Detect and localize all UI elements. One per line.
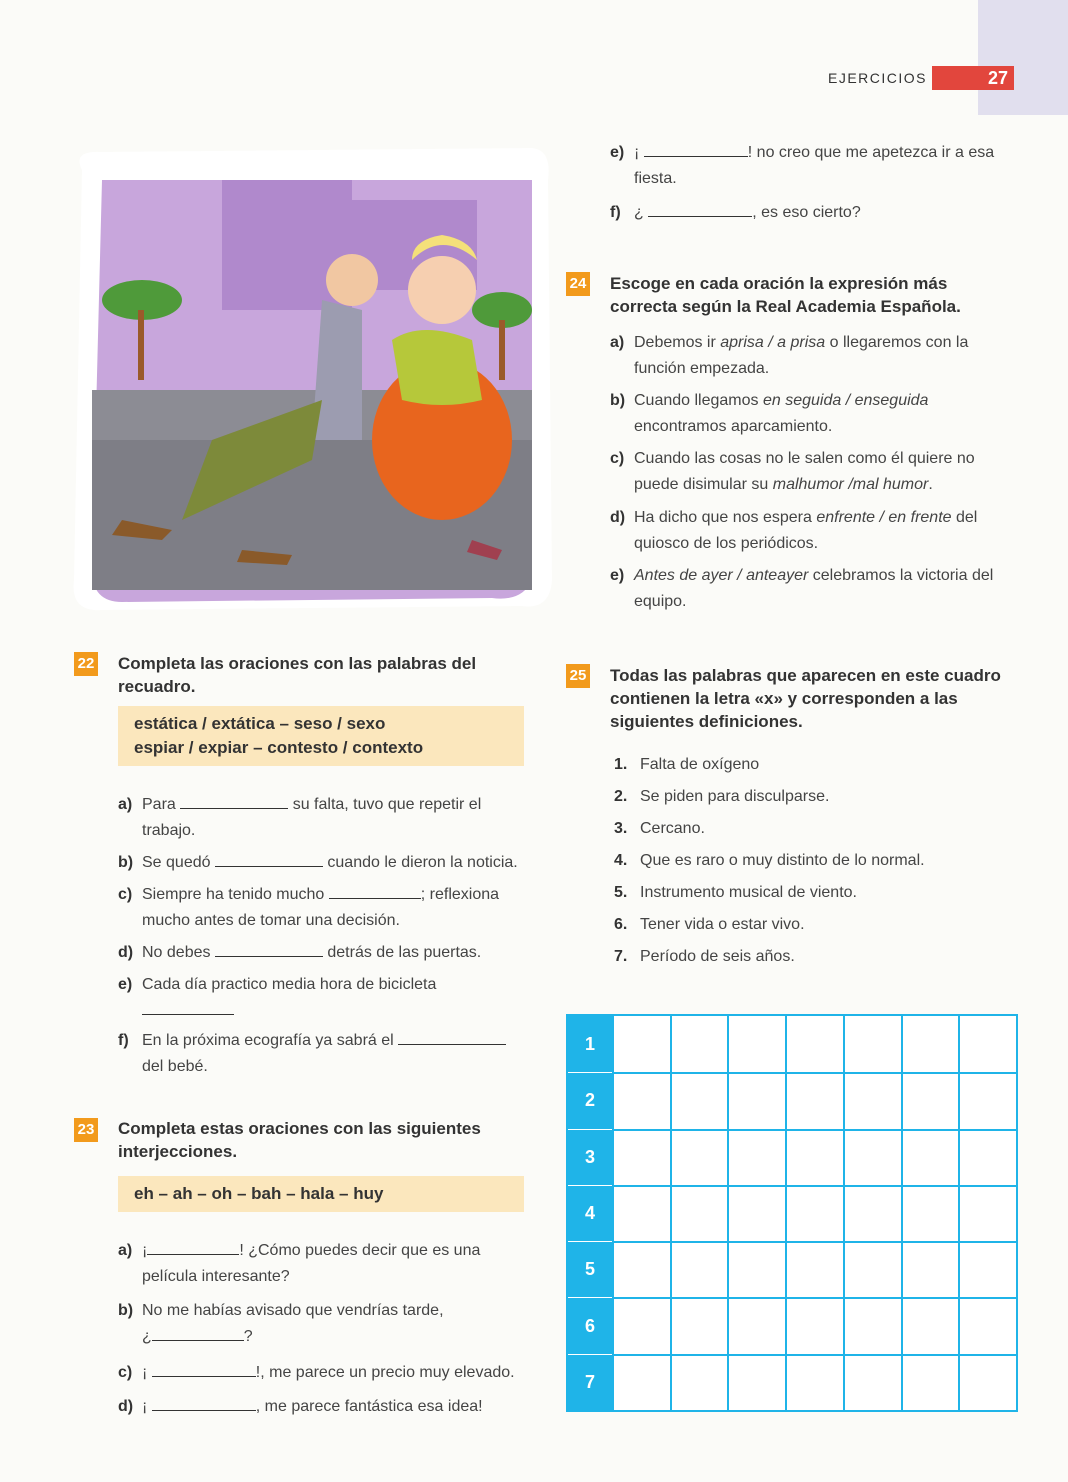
- grid-row-label: 4: [568, 1185, 612, 1241]
- grid-cell[interactable]: [901, 1241, 959, 1297]
- grid-cell[interactable]: [670, 1241, 728, 1297]
- grid-cell[interactable]: [901, 1129, 959, 1185]
- ex24-item-b: b) Cuando llegamos en seguida / enseguida encontramos aparcamiento.: [610, 392, 929, 435]
- answer-blank[interactable]: [398, 1031, 506, 1045]
- ex22-item-e: e) Cada día practico media hora de bicicleta: [118, 972, 538, 1024]
- ex24-item-e: e) Antes de ayer / anteayer celebramos la victoria del equipo.: [610, 567, 994, 610]
- grid-cell[interactable]: [901, 1354, 959, 1410]
- ex23-item-e: e) ¡ ! no creo que me apetezca ir a esa fiesta.: [610, 144, 995, 187]
- grid-cell[interactable]: [785, 1354, 843, 1410]
- grid-cell[interactable]: [670, 1185, 728, 1241]
- definition-5: 5. Instrumento musical de viento.: [614, 884, 857, 901]
- grid-row-label: 3: [568, 1129, 612, 1185]
- grid-cell[interactable]: [785, 1072, 843, 1128]
- exercise-23-wordbox: eh – ah – oh – bah – hala – huy: [118, 1176, 524, 1212]
- ex24-item-a: a) Debemos ir aprisa / a prisa o llegaremos con la función empezada.: [610, 334, 969, 377]
- grid-cell[interactable]: [958, 1016, 1016, 1072]
- exercise-22-title: Completa las oraciones con las palabras del recuadro.: [118, 654, 477, 696]
- grid-cell[interactable]: [670, 1354, 728, 1410]
- answer-blank[interactable]: [215, 853, 323, 867]
- answer-blank[interactable]: [152, 1363, 256, 1377]
- word-grid: [566, 1014, 1018, 1412]
- grid-cell[interactable]: [785, 1297, 843, 1353]
- definition-1: 1. Falta de oxígeno: [614, 756, 760, 773]
- grid-cell[interactable]: [727, 1354, 785, 1410]
- grid-cell[interactable]: [901, 1016, 959, 1072]
- exercise-23-badge: 23: [74, 1118, 98, 1142]
- grid-cell[interactable]: [785, 1241, 843, 1297]
- grid-cell[interactable]: [727, 1241, 785, 1297]
- exercise-25-badge: 25: [566, 664, 590, 688]
- grid-cell[interactable]: [901, 1297, 959, 1353]
- exercise-22-wordbox: estática / extática – seso / sexo espiar / expiar – contesto / contexto: [118, 706, 524, 766]
- grid-cell[interactable]: [727, 1185, 785, 1241]
- grid-cell[interactable]: [670, 1016, 728, 1072]
- grid-cell[interactable]: [727, 1297, 785, 1353]
- grid-cell[interactable]: [901, 1072, 959, 1128]
- grid-cell[interactable]: [785, 1129, 843, 1185]
- definition-6: 6. Tener vida o estar vivo.: [614, 916, 805, 933]
- grid-cell[interactable]: [727, 1129, 785, 1185]
- grid-cell[interactable]: [843, 1297, 901, 1353]
- ex22-item-c: c) Siempre ha tenido mucho ; reflexiona mucho antes de tomar una decisión.: [118, 886, 500, 929]
- ex22-item-d: d) No debes detrás de las puertas.: [118, 944, 482, 961]
- grid-cell[interactable]: [901, 1185, 959, 1241]
- ex22-item-a: a) Para su falta, tuvo que repetir el trabajo.: [118, 796, 482, 839]
- answer-blank[interactable]: [215, 943, 323, 957]
- answer-blank[interactable]: [152, 1327, 244, 1341]
- exercise-23-title: Completa estas oraciones con las siguientes interjecciones.: [118, 1119, 481, 1161]
- grid-cell[interactable]: [612, 1297, 670, 1353]
- ex22-item-b: b) Se quedó cuando le dieron la noticia.: [118, 854, 518, 871]
- grid-cell[interactable]: [785, 1016, 843, 1072]
- cartoon-illustration: [62, 140, 556, 614]
- definition-2: 2. Se piden para disculparse.: [614, 788, 830, 805]
- ex24-item-c: c) Cuando las cosas no le salen como él quiere no puede disimular su malhumor /mal humor.: [610, 450, 975, 493]
- grid-cell[interactable]: [785, 1185, 843, 1241]
- grid-cell[interactable]: [843, 1241, 901, 1297]
- exercise-24-badge: 24: [566, 272, 590, 296]
- answer-blank[interactable]: [152, 1397, 256, 1411]
- answer-blank[interactable]: [648, 203, 752, 217]
- grid-cell[interactable]: [612, 1016, 670, 1072]
- grid-cell[interactable]: [612, 1241, 670, 1297]
- grid-row-label: 1: [568, 1016, 612, 1072]
- ex23-item-c: c) ¡ !, me parece un precio muy elevado.: [118, 1364, 515, 1381]
- grid-cell[interactable]: [958, 1072, 1016, 1128]
- exercise-25-title: Todas las palabras que aparecen en este cuadro contienen la letra «x» y corresponden a las siguientes definiciones.: [610, 666, 1001, 731]
- grid-cell[interactable]: [612, 1129, 670, 1185]
- answer-blank[interactable]: [147, 1241, 239, 1255]
- ex23-item-b: b) No me habías avisado que vendrías tarde, ¿ ?: [118, 1302, 444, 1345]
- grid-cell[interactable]: [670, 1072, 728, 1128]
- ex22-item-f: f) En la próxima ecografía ya sabrá el del bebé.: [118, 1028, 538, 1080]
- grid-cell[interactable]: [843, 1016, 901, 1072]
- grid-row-label: 6: [568, 1297, 612, 1353]
- answer-blank[interactable]: [644, 143, 748, 157]
- section-label: EJERCICIOS: [828, 70, 928, 86]
- grid-cell[interactable]: [612, 1354, 670, 1410]
- corner-tab: [978, 0, 1068, 115]
- answer-blank[interactable]: [329, 885, 421, 899]
- grid-cell[interactable]: [958, 1241, 1016, 1297]
- grid-cell[interactable]: [958, 1129, 1016, 1185]
- definition-7: 7. Período de seis años.: [614, 948, 795, 965]
- definition-3: 3. Cercano.: [614, 820, 705, 837]
- answer-blank[interactable]: [142, 1001, 234, 1015]
- grid-cell[interactable]: [843, 1185, 901, 1241]
- grid-row-label: 5: [568, 1241, 612, 1297]
- ex23-item-a: a) ¡ ! ¿Cómo puedes decir que es una película interesante?: [118, 1242, 481, 1285]
- grid-cell[interactable]: [958, 1354, 1016, 1410]
- ex24-item-d: d) Ha dicho que nos espera enfrente / en frente del quiosco de los periódicos.: [610, 509, 978, 552]
- exercise-22-badge: 22: [74, 652, 98, 676]
- grid-cell[interactable]: [670, 1297, 728, 1353]
- grid-row-label: 7: [568, 1354, 612, 1410]
- grid-cell[interactable]: [727, 1016, 785, 1072]
- grid-cell[interactable]: [612, 1185, 670, 1241]
- grid-cell[interactable]: [843, 1354, 901, 1410]
- grid-cell[interactable]: [958, 1185, 1016, 1241]
- answer-blank[interactable]: [180, 795, 288, 809]
- ex23-item-d: d) ¡ , me parece fantástica esa idea!: [118, 1398, 483, 1415]
- grid-cell[interactable]: [843, 1072, 901, 1128]
- exercise-24-title: Escoge en cada oración la expresión más correcta según la Real Academia Española.: [610, 274, 961, 316]
- grid-cell[interactable]: [958, 1297, 1016, 1353]
- page-number: 27: [932, 66, 1014, 90]
- grid-row-label: 2: [568, 1072, 612, 1128]
- definition-4: 4. Que es raro o muy distinto de lo normal.: [614, 852, 925, 869]
- grid-cell[interactable]: [670, 1129, 728, 1185]
- ex23-item-f: f) ¿ , es eso cierto?: [610, 204, 861, 221]
- grid-cell[interactable]: [843, 1129, 901, 1185]
- grid-cell[interactable]: [612, 1072, 670, 1128]
- grid-cell[interactable]: [727, 1072, 785, 1128]
